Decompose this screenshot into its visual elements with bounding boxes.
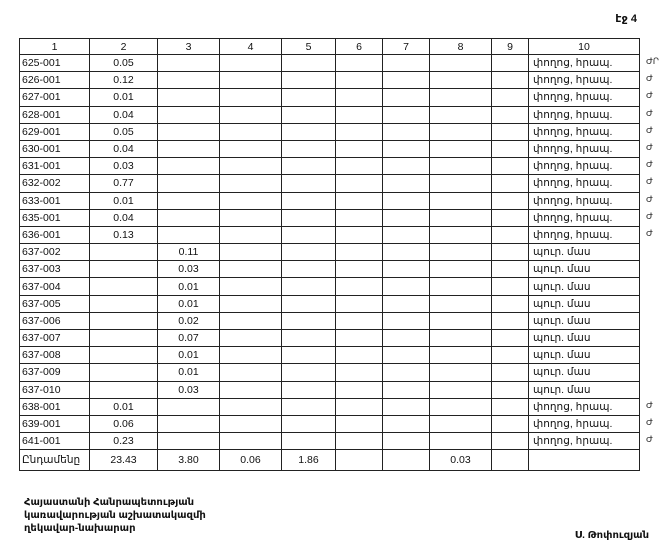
area-cell-col-9 [492,89,529,106]
table-row [20,140,640,157]
area-cell-col-8 [430,295,492,312]
area-cell-col-9 [492,244,529,261]
table-row [20,433,640,450]
land-use-note-cell: փողոց, հրապ. [529,89,640,106]
area-cell-col-4 [220,261,282,278]
area-cell-col-7 [383,192,430,209]
table-row [20,226,640,243]
margin-mark: Ժ [646,400,653,410]
table-row [20,209,640,226]
area-cell-col-5 [282,140,336,157]
area-cell-col-2 [90,330,158,347]
area-cell-col-5 [282,175,336,192]
land-use-note-cell: փողոց, հրապ. [529,209,640,226]
area-cell-col-6 [336,209,383,226]
area-cell-col-3: 0.02 [158,312,220,329]
area-cell-col-6 [336,175,383,192]
area-cell-col-4 [220,226,282,243]
header-row [20,39,640,55]
land-use-note-cell: փողոց, հրապ. [529,433,640,450]
area-cell-col-4 [220,55,282,72]
area-cell-col-6 [336,106,383,123]
signatory-title-line-3: ղեկավար-նախարար [24,523,136,534]
area-cell-col-4 [220,312,282,329]
area-cell-col-7 [383,226,430,243]
land-use-note-cell: փողոց, հրապ. [529,226,640,243]
area-cell-col-5 [282,295,336,312]
parcel-code-cell: 637-007 [20,330,90,347]
area-cell-col-9 [492,192,529,209]
area-cell-col-8 [430,209,492,226]
area-cell-col-5 [282,226,336,243]
area-cell-col-6 [336,158,383,175]
total-label: Ընդամենը [20,450,90,471]
area-cell-col-2: 0.01 [90,192,158,209]
area-cell-col-7 [383,72,430,89]
area-cell-col-7 [383,433,430,450]
column-header-1: 1 [20,39,90,55]
margin-mark: Ժ [646,90,653,101]
area-cell-col-8 [430,123,492,140]
area-cell-col-3: 0.01 [158,347,220,364]
land-use-note-cell: փողոց, հրապ. [529,106,640,123]
area-cell-col-6 [336,312,383,329]
area-cell-col-4 [220,89,282,106]
area-cell-col-4 [220,381,282,398]
area-cell-col-4 [220,364,282,381]
area-cell-col-9 [492,158,529,175]
area-cell-col-8 [430,158,492,175]
land-use-note-cell: պուր. մաս [529,330,640,347]
area-cell-col-5 [282,381,336,398]
area-cell-col-6 [336,89,383,106]
parcel-code-cell: 630-001 [20,140,90,157]
margin-mark: Ժ [646,417,653,428]
area-cell-col-5 [282,72,336,89]
total-cell-col-2: 23.43 [90,450,158,471]
land-use-note-cell: պուր. մաս [529,347,640,364]
area-cell-col-6 [336,278,383,295]
area-cell-col-4 [220,192,282,209]
area-cell-col-9 [492,295,529,312]
table-row [20,123,640,140]
area-cell-col-6 [336,72,383,89]
area-cell-col-7 [383,347,430,364]
parcel-code-cell: 639-001 [20,415,90,432]
area-cell-col-8 [430,415,492,432]
table-row [20,415,640,432]
area-cell-col-9 [492,175,529,192]
area-cell-col-9 [492,140,529,157]
column-header-9: 9 [492,39,529,55]
area-cell-col-5 [282,278,336,295]
area-cell-col-9 [492,106,529,123]
area-cell-col-6 [336,381,383,398]
area-cell-col-3 [158,175,220,192]
area-cell-col-6 [336,55,383,72]
table-row [20,244,640,261]
signatory-title-line-1: Հայաստանի Հանրապետության [24,497,195,508]
area-cell-col-8 [430,89,492,106]
total-cell-col-9 [492,450,529,471]
area-cell-col-5 [282,158,336,175]
area-cell-col-7 [383,140,430,157]
area-cell-col-7 [383,398,430,415]
margin-mark: Ժ [646,159,653,170]
area-cell-col-3 [158,140,220,157]
area-cell-col-6 [336,244,383,261]
land-use-note-cell: փողոց, հրապ. [529,123,640,140]
area-cell-col-6 [336,226,383,243]
area-cell-col-2: 0.01 [90,89,158,106]
area-cell-col-8 [430,72,492,89]
area-cell-col-6 [336,330,383,347]
column-header-5: 5 [282,39,336,55]
land-use-note-cell: պուր. մաս [529,312,640,329]
column-header-7: 7 [383,39,430,55]
area-cell-col-2 [90,278,158,295]
parcel-code-cell: 637-009 [20,364,90,381]
table-row [20,158,640,175]
area-cell-col-7 [383,415,430,432]
area-cell-col-7 [383,364,430,381]
area-cell-col-8 [430,381,492,398]
area-cell-col-8 [430,433,492,450]
land-use-note-cell: փողոց, հրապ. [529,158,640,175]
area-cell-col-5 [282,89,336,106]
area-cell-col-2: 0.01 [90,398,158,415]
area-cell-col-6 [336,295,383,312]
parcel-code-cell: 629-001 [20,123,90,140]
parcel-code-cell: 626-001 [20,72,90,89]
area-cell-col-4 [220,433,282,450]
area-cell-col-6 [336,261,383,278]
column-header-6: 6 [336,39,383,55]
signatory-name: Ս. Թոփուզյան [574,530,649,541]
area-cell-col-4 [220,330,282,347]
area-cell-col-3: 0.03 [158,381,220,398]
area-cell-col-8 [430,140,492,157]
area-cell-col-7 [383,261,430,278]
area-cell-col-3 [158,123,220,140]
area-cell-col-5 [282,261,336,278]
total-cell-col-5: 1.86 [282,450,336,471]
area-cell-col-6 [336,347,383,364]
total-cell-col-8: 0.03 [430,450,492,471]
total-cell-col-3: 3.80 [158,450,220,471]
column-header-4: 4 [220,39,282,55]
land-use-note-cell: փողոց, հրապ. [529,55,640,72]
margin-mark: Ժ [646,176,653,187]
area-cell-col-3: 0.01 [158,295,220,312]
area-cell-col-4 [220,158,282,175]
area-cell-col-8 [430,312,492,329]
area-cell-col-3 [158,55,220,72]
land-use-note-cell: պուր. մաս [529,261,640,278]
area-cell-col-8 [430,226,492,243]
area-cell-col-2: 0.04 [90,140,158,157]
area-cell-col-3 [158,433,220,450]
area-cell-col-9 [492,347,529,364]
area-cell-col-3: 0.07 [158,330,220,347]
table-row [20,398,640,415]
area-cell-col-4 [220,347,282,364]
area-cell-col-4 [220,72,282,89]
land-use-note-cell: պուր. մաս [529,295,640,312]
area-cell-col-3: 0.01 [158,278,220,295]
table-row [20,364,640,381]
area-cell-col-9 [492,398,529,415]
parcel-code-cell: 625-001 [20,55,90,72]
area-cell-col-3 [158,72,220,89]
land-use-note-cell: պուր. մաս [529,244,640,261]
area-cell-col-2: 0.03 [90,158,158,175]
parcel-code-cell: 637-006 [20,312,90,329]
area-cell-col-6 [336,398,383,415]
area-cell-col-9 [492,415,529,432]
table-row [20,347,640,364]
parcel-code-cell: 636-001 [20,226,90,243]
area-cell-col-8 [430,347,492,364]
area-cell-col-9 [492,433,529,450]
area-cell-col-7 [383,89,430,106]
margin-mark: ԺՐ [646,56,660,66]
total-cell-col-6 [336,450,383,471]
area-cell-col-5 [282,330,336,347]
table-row [20,192,640,209]
area-cell-col-4 [220,278,282,295]
area-cell-col-3 [158,226,220,243]
land-use-note-cell: պուր. մաս [529,381,640,398]
area-cell-col-5 [282,106,336,123]
parcel-code-cell: 637-002 [20,244,90,261]
total-cell-col-10 [529,450,640,471]
signatory-title-line-2: կառավարության աշխատակազմի [24,510,206,521]
area-cell-col-6 [336,140,383,157]
land-use-note-cell: փողոց, հրապ. [529,415,640,432]
area-cell-col-8 [430,55,492,72]
area-cell-col-4 [220,209,282,226]
total-cell-col-7 [383,450,430,471]
area-cell-col-2: 0.05 [90,123,158,140]
area-cell-col-3: 0.01 [158,364,220,381]
parcel-code-cell: 635-001 [20,209,90,226]
parcel-code-cell: 638-001 [20,398,90,415]
parcel-code-cell: 637-005 [20,295,90,312]
area-cell-col-9 [492,209,529,226]
area-cell-col-6 [336,415,383,432]
area-cell-col-6 [336,433,383,450]
area-cell-col-9 [492,261,529,278]
area-cell-col-7 [383,295,430,312]
signatory-title [24,496,206,535]
area-cell-col-4 [220,398,282,415]
parcel-code-cell: 637-008 [20,347,90,364]
margin-mark: Ժ [646,124,653,135]
area-cell-col-7 [383,312,430,329]
area-cell-col-3 [158,106,220,123]
parcel-code-cell: 632-002 [20,175,90,192]
column-header-2: 2 [90,39,158,55]
area-cell-col-5 [282,347,336,364]
area-cell-col-3 [158,415,220,432]
margin-mark: Ժ [646,434,653,445]
land-use-note-cell: փողոց, հրապ. [529,398,640,415]
area-cell-col-7 [383,330,430,347]
area-cell-col-9 [492,381,529,398]
area-cell-col-5 [282,312,336,329]
column-header-10: 10 [529,39,640,55]
area-cell-col-2: 0.13 [90,226,158,243]
area-cell-col-9 [492,226,529,243]
margin-mark: Ժ [646,228,653,238]
table-row [20,72,640,89]
land-use-note-cell: փողոց, հրապ. [529,72,640,89]
area-cell-col-7 [383,175,430,192]
area-cell-col-7 [383,158,430,175]
margin-mark: Ժ [646,107,653,118]
parcel-code-cell: 637-003 [20,261,90,278]
parcel-code-cell: 631-001 [20,158,90,175]
area-cell-col-4 [220,140,282,157]
area-cell-col-5 [282,55,336,72]
column-header-8: 8 [430,39,492,55]
area-cell-col-7 [383,244,430,261]
area-cell-col-3 [158,158,220,175]
area-cell-col-9 [492,123,529,140]
area-cell-col-5 [282,123,336,140]
area-cell-col-7 [383,278,430,295]
area-cell-col-2: 0.06 [90,415,158,432]
area-cell-col-8 [430,330,492,347]
total-cell-col-4: 0.06 [220,450,282,471]
table-row [20,381,640,398]
table-row [20,261,640,278]
area-cell-col-2 [90,364,158,381]
land-use-note-cell: փողոց, հրապ. [529,140,640,157]
area-cell-col-5 [282,415,336,432]
total-row [20,450,640,471]
area-cell-col-6 [336,123,383,140]
parcel-code-cell: 627-001 [20,89,90,106]
area-cell-col-8 [430,106,492,123]
page-number: էջ 4 [615,13,637,25]
table-row [20,175,640,192]
area-cell-col-5 [282,364,336,381]
area-cell-col-2 [90,295,158,312]
area-cell-col-8 [430,192,492,209]
area-cell-col-5 [282,244,336,261]
area-cell-col-5 [282,398,336,415]
margin-mark: Ժ [646,73,653,84]
land-use-note-cell: փողոց, հրապ. [529,175,640,192]
land-use-note-cell: փողոց, հրապ. [529,192,640,209]
area-cell-col-2: 0.04 [90,106,158,123]
table-row [20,55,640,72]
area-cell-col-3 [158,192,220,209]
area-cell-col-8 [430,398,492,415]
area-cell-col-2: 0.23 [90,433,158,450]
parcel-code-cell: 637-010 [20,381,90,398]
column-header-3: 3 [158,39,220,55]
area-cell-col-5 [282,209,336,226]
area-cell-col-5 [282,433,336,450]
parcel-code-cell: 633-001 [20,192,90,209]
area-cell-col-3: 0.03 [158,261,220,278]
area-cell-col-9 [492,72,529,89]
land-registry-table [19,38,640,471]
area-cell-col-7 [383,123,430,140]
area-cell-col-6 [336,364,383,381]
area-cell-col-2 [90,244,158,261]
area-cell-col-4 [220,415,282,432]
margin-mark: Ժ [646,193,653,204]
land-use-note-cell: պուր. մաս [529,278,640,295]
area-cell-col-7 [383,381,430,398]
area-cell-col-2 [90,381,158,398]
area-cell-col-8 [430,175,492,192]
table-row [20,278,640,295]
table-row [20,312,640,329]
table-body [20,55,640,471]
area-cell-col-6 [336,192,383,209]
area-cell-col-8 [430,244,492,261]
area-cell-col-5 [282,192,336,209]
margin-mark: Ժ [646,210,653,221]
area-cell-col-8 [430,278,492,295]
table-row [20,106,640,123]
area-cell-col-2: 0.77 [90,175,158,192]
area-cell-col-2 [90,261,158,278]
area-cell-col-2: 0.05 [90,55,158,72]
area-cell-col-8 [430,364,492,381]
area-cell-col-9 [492,278,529,295]
area-cell-col-8 [430,261,492,278]
area-cell-col-7 [383,55,430,72]
land-use-note-cell: պուր. մաս [529,364,640,381]
parcel-code-cell: 637-004 [20,278,90,295]
area-cell-col-4 [220,106,282,123]
parcel-code-cell: 641-001 [20,433,90,450]
area-cell-col-9 [492,330,529,347]
area-cell-col-3 [158,209,220,226]
area-cell-col-4 [220,295,282,312]
table-row [20,295,640,312]
area-cell-col-9 [492,55,529,72]
area-cell-col-2 [90,312,158,329]
area-cell-col-9 [492,312,529,329]
area-cell-col-3 [158,89,220,106]
margin-mark: Ժ [646,142,653,152]
area-cell-col-7 [383,209,430,226]
area-cell-col-3 [158,398,220,415]
table-row [20,89,640,106]
area-cell-col-4 [220,175,282,192]
area-cell-col-4 [220,123,282,140]
parcel-code-cell: 628-001 [20,106,90,123]
area-cell-col-9 [492,364,529,381]
area-cell-col-2 [90,347,158,364]
area-cell-col-2: 0.04 [90,209,158,226]
area-cell-col-4 [220,244,282,261]
area-cell-col-3: 0.11 [158,244,220,261]
table-row [20,330,640,347]
area-cell-col-7 [383,106,430,123]
area-cell-col-2: 0.12 [90,72,158,89]
